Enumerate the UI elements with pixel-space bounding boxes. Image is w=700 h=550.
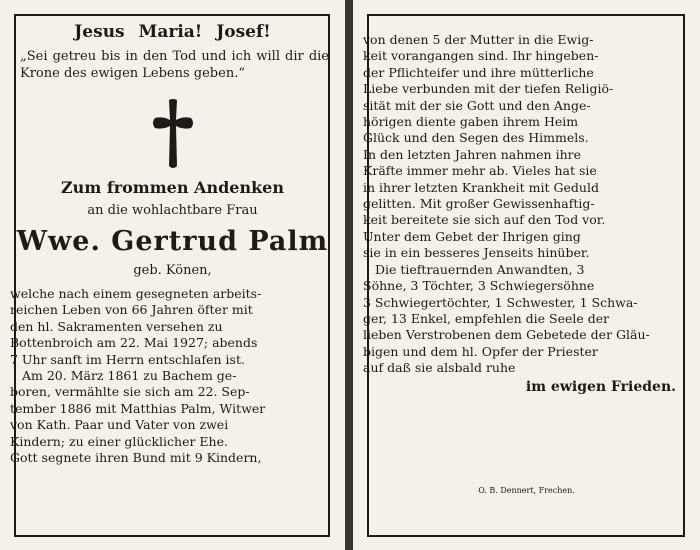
- cross-icon: [151, 98, 195, 170]
- text-line: Am 20. März 1861 zu Bachem ge-: [22, 368, 237, 384]
- printer-imprint: O. B. Dennert, Frechen.: [478, 486, 575, 495]
- text-line: in ihrer letzten Krankheit mit Geduld: [363, 179, 599, 195]
- left-card: [0, 0, 345, 550]
- text-line: Söhne, 3 Töchter, 3 Schwiegersöhne: [363, 278, 595, 294]
- text-line: von denen 5 der Mutter in die Ewig-: [363, 32, 594, 47]
- text-line: In den letzten Jahren nahmen ihre: [363, 146, 581, 162]
- text-line: boren, vermählte sie sich am 22. Sep-: [10, 384, 250, 400]
- text-line: hörigen diente gaben ihrem Heim: [363, 114, 579, 130]
- text-line: Bottenbroich am 22. Mai 1927; abends: [10, 335, 258, 351]
- text-line: auf daß sie alsbald ruhe: [363, 360, 516, 376]
- memory-title: Zum frommen Andenken: [61, 178, 284, 197]
- text-line: den hl. Sakramenten versehen zu: [10, 318, 223, 334]
- text-line: Unter dem Gebet der Ihrigen ging: [363, 228, 581, 244]
- text-line: tember 1886 mit Matthias Palm, Witwer: [10, 400, 266, 416]
- text-line: ger, 13 Enkel, empfehlen die Seele der: [363, 310, 610, 326]
- text-line: keit vorangangen sind. Ihr hingeben-: [363, 48, 599, 64]
- text-line: keit bereitete sie sich auf den Tod vor.: [363, 212, 606, 228]
- text-line: von Kath. Paar und Vater von zwei: [10, 417, 229, 433]
- obituary-text-right: [363, 32, 690, 377]
- text-line: Kräfte immer mehr ab. Vieles hat sie: [363, 163, 597, 179]
- text-line: der Pflichteifer und ihre mütterliche: [363, 64, 594, 80]
- eternal-peace-line: im ewigen Frieden.: [525, 378, 676, 395]
- deceased-name: Wwe. Gertrud Palm: [16, 226, 329, 257]
- text-line: Die tieftrauernden Anwandten, 3: [375, 261, 585, 277]
- right-card-content: [363, 28, 690, 395]
- text-line: gelitten. Mit großer Gewissenhaftig-: [363, 196, 595, 212]
- bible-motto: „Sei getreu bis in den Tod und ich will dir die Krone des ewigen Lebens geben.“: [20, 49, 329, 81]
- text-line: sie in ein besseres Jenseits hinüber.: [363, 245, 590, 261]
- text-line: Glück und den Segen des Himmels.: [363, 130, 589, 146]
- text-line: Liebe verbunden mit der tiefen Religiö-: [363, 81, 614, 97]
- dear-woman-line: an die wohlachtbare Frau: [87, 203, 258, 218]
- invocation-heading: Jesus Maria! Josef!: [74, 22, 271, 42]
- text-line: Kindern; zu einer glücklicher Ehe.: [10, 433, 228, 449]
- text-line: 3 Schwiegertöchter, 1 Schwester, 1 Schwa-: [363, 294, 638, 310]
- right-card: [353, 0, 700, 550]
- text-line: bigen und dem hl. Opfer der Priester: [363, 343, 598, 359]
- birth-name: geb. Könen,: [133, 263, 212, 278]
- text-line: welche nach einem gesegneten arbeits-: [10, 286, 262, 301]
- text-line: Gott segnete ihren Bund mit 9 Kindern,: [10, 450, 262, 466]
- text-line: reichen Leben von 66 Jahren öfter mit: [10, 302, 253, 318]
- obituary-text-left: [10, 286, 335, 466]
- text-line: 7 Uhr sanft im Herrn entschlafen ist.: [10, 351, 245, 367]
- text-line: lieben Verstrobenen dem Gebetede der Gläu-: [363, 327, 650, 343]
- text-line: sität mit der sie Gott und den Ange-: [363, 97, 591, 113]
- left-card-content: [10, 0, 335, 466]
